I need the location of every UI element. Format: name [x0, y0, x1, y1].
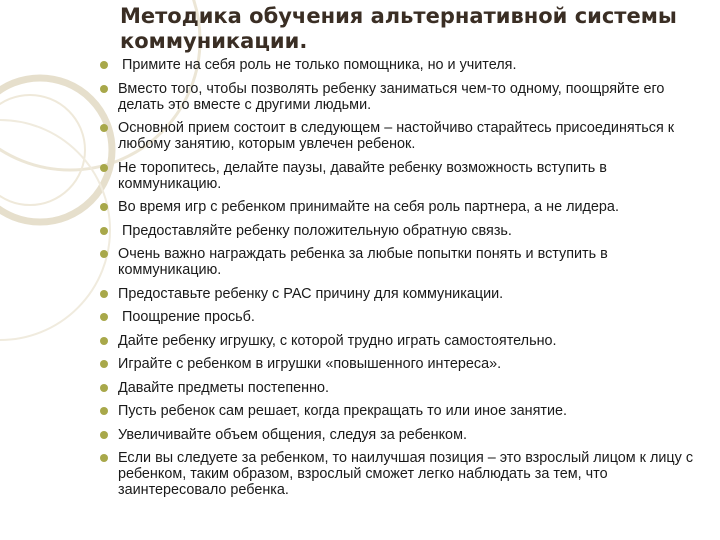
- bullet-item: [100, 403, 700, 419]
- bullet-text: Во время игр с ребенком принимайте на себя роль партнера, а не лидера.: [118, 199, 619, 215]
- bullet-item: [100, 199, 700, 215]
- bullet-dot-icon: [100, 250, 108, 258]
- bullet-dot-icon: [100, 227, 108, 235]
- bullet-text: Пусть ребенок сам решает, когда прекращать то или иное занятие.: [118, 403, 568, 419]
- bullet-text: Увеличивайте объем общения, следуя за ребенком.: [118, 426, 467, 443]
- bullet-text: Предоставьте ребенку с РАС причину для коммуникации.: [118, 285, 504, 302]
- bullet-dot-icon: [100, 384, 108, 392]
- bullet-item: [100, 120, 700, 152]
- bullet-item: [100, 356, 700, 372]
- bullet-dot-icon: [100, 124, 108, 132]
- bullet-item: [100, 309, 700, 325]
- bullet-item: [100, 286, 700, 302]
- bullet-item: [100, 57, 700, 73]
- slide-title: Методика обучения альтернативной системы коммуникации.: [120, 4, 677, 53]
- bullet-item: [100, 223, 700, 239]
- bullet-text: Играйте с ребенком в игрушки «повышенного интереса».: [118, 356, 502, 372]
- bullet-dot-icon: [100, 360, 108, 368]
- bullet-item: [100, 380, 700, 396]
- bullet-text: Основной прием состоит в следующем – настойчиво старайтесь присоединяться к любому занятию, которым увлечен ребенок.: [118, 120, 679, 152]
- bullet-text: Давайте предметы постепенно.: [118, 379, 330, 396]
- bullet-dot-icon: [100, 407, 108, 415]
- bullet-dot-icon: [100, 290, 108, 298]
- bullet-dot-icon: [100, 431, 108, 439]
- bullet-dot-icon: [100, 164, 108, 172]
- deco-circle-lower: [0, 120, 110, 340]
- bullet-item: [100, 246, 700, 278]
- deco-circle-inner: [0, 95, 85, 205]
- bullet-dot-icon: [100, 61, 108, 69]
- bullet-dot-icon: [100, 85, 108, 93]
- bullet-text: Дайте ребенку игрушку, с которой трудно играть самостоятельно.: [118, 332, 557, 349]
- bullet-dot-icon: [100, 313, 108, 321]
- bullet-item: [100, 160, 700, 192]
- bullet-list: [100, 57, 700, 506]
- bullet-text: Вместо того, чтобы позволять ребенку заниматься чем-то одному, поощряйте его делать это вместе с другими людьми.: [118, 80, 669, 113]
- bullet-text: Если вы следуете за ребенком, то наилучшая позиция – это взрослый лицом к лицу с ребенком, таким образом, взрослый сможет легко наблюдать за тем, что заинтересовало ребенка.: [118, 450, 698, 498]
- bullet-item: [100, 81, 700, 113]
- bullet-text: Очень важно награждать ребенка за любые попытки понять и вступить в коммуникацию.: [118, 246, 612, 278]
- bullet-item: [100, 333, 700, 349]
- bullet-text: Примите на себя роль не только помощника, но и учителя.: [118, 57, 517, 73]
- bullet-dot-icon: [100, 337, 108, 345]
- bullet-text: Поощрение просьб.: [118, 309, 255, 325]
- bullet-dot-icon: [100, 203, 108, 211]
- bullet-text: Предоставляйте ребенку положительную обратную связь.: [118, 222, 512, 239]
- deco-circle-ring: [0, 78, 112, 222]
- bullet-dot-icon: [100, 454, 108, 462]
- bullet-item: [100, 450, 700, 498]
- bullet-text: Не торопитесь, делайте паузы, давайте ребенку возможность вступить в коммуникацию.: [118, 159, 611, 192]
- bullet-item: [100, 427, 700, 443]
